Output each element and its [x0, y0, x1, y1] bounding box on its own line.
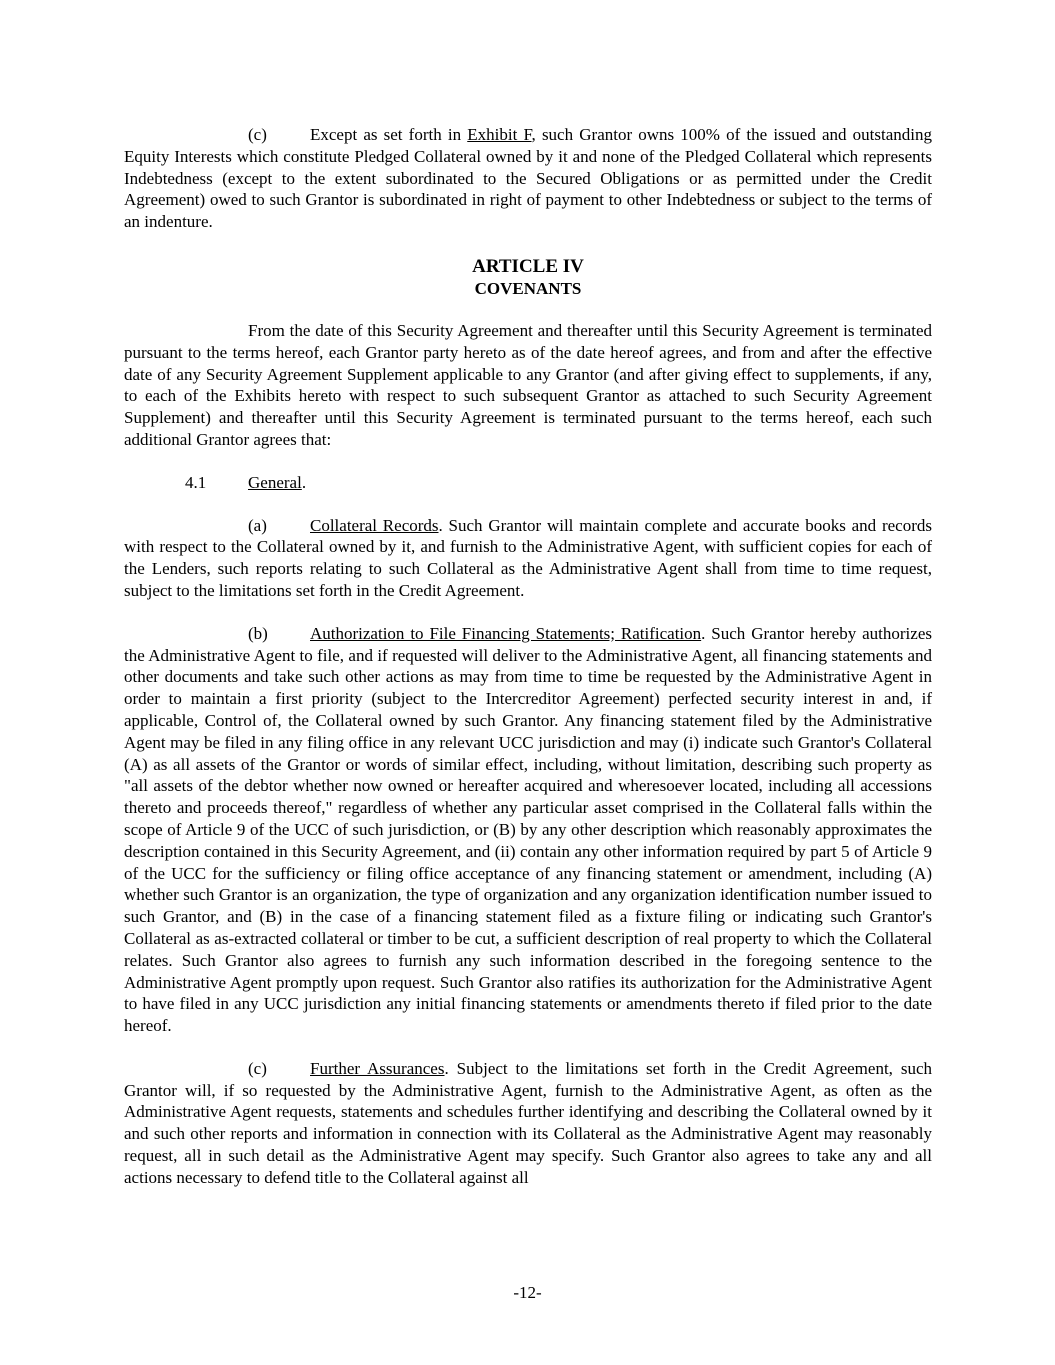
paragraph-label: (b) [248, 623, 268, 643]
page-number: -12- [513, 1283, 542, 1302]
section-title: General [248, 472, 302, 492]
article-title: ARTICLE IV [472, 255, 584, 277]
paragraph-title: Authorization to File Financing Statements; Ratification [310, 623, 702, 643]
article-subtitle: COVENANTS [474, 278, 582, 298]
section-number: 4.1 [185, 472, 207, 492]
paragraph-c-further-assurances: (c) Further Assurances. Subject to the limitations set forth in the Credit Agreement, such Grantor will, if so requested by the Administrative Agent, furnish to the Administrative Agent, as often as the Administrative Agent requests, statements and schedules further identifying and describing the Collateral owned by it and such other reports and information in connection with its Collateral as the Administrative Agent may reasonably request, all in such detail as the Administrative Agent may specify. Such Grantor also agrees to take any and all actions necessary to defend title to the Collateral against all [124, 1058, 933, 1187]
paragraph-label: (c) [248, 125, 267, 144]
paragraph-title: Collateral Records [310, 515, 439, 535]
paragraph-a-collateral-records: (a) Collateral Records. Such Grantor will maintain complete and accurate books and records with respect to the Collateral owned by it, and furnish to the Administrative Agent, with sufficient copies for each of the Lenders, such reports relating to such Collateral as the Administrative Agent shall from time to time request, subject to the limitations set forth in the Credit Agreement. [124, 515, 932, 600]
paragraph-label: (a) [248, 515, 267, 535]
document-page [124, 124, 932, 1189]
paragraph-c-pledged-collateral: (c) Except as set forth in Exhibit F, such Grantor owns 100% of the issued and outstanding Equity Interests which constitute Pledged Collateral owned by it and none of the Pledged Collateral which represents Indebtedness (except to the extent subordinated to the Secured Obligations or as permitted under the Credit Agreement) owed to such Grantor is subordinated in right of payment to other Indebtedness or subject to the terms of an indenture. [124, 125, 932, 232]
covenants-intro-paragraph: From the date of this Security Agreement and thereafter until this Security Agreement is terminated pursuant to the terms hereof, each Grantor party hereto as of the date hereof agrees, and from and after the effective date of any Security Agreement Supplement applicable to any Grantor (and after giving effect to supplements, if any, to each of the Exhibits hereto with respect to such subsequent Grantor as attached to such Security Agreement Supplement) and thereafter until this Security Agreement is terminated pursuant to the terms hereof, each such additional Grantor agrees that: [124, 320, 932, 449]
section-heading-4-1: 4.1 General. [185, 472, 307, 492]
paragraph-b-authorization: (b) Authorization to File Financing Statements; Ratification. Such Grantor hereby authorizes the Administrative Agent to file, and if requested will deliver to the Administrative Agent, all financing statements and other documents and take such other actions as may from time to time be requested by the Administrative Agent in order to maintain a first priority (subject to the Intercreditor Agreement) perfected security interest in and, if applicable, Control of, the Collateral owned by such Grantor. Any financing statement filed by the Administrative Agent may be filed in any filing office in any relevant UCC jurisdiction and may (i) indicate such Grantor's Collateral (A) as all assets of the Grantor or words of similar effect, including, without limitation, describing such property as "all assets of the debtor whether now owned or hereafter acquired and wheresoever located, including all accessions thereto and proceeds thereof," regardless of whether any particular asset comprised in the Collateral falls within the scope of Article 9 of the UCC of such jurisdiction, or (B) by any other description which reasonably approximates the description contained in this Security Agreement, and (ii) contain any other information required by part 5 of Article 9 of the UCC for the sufficiency or filing office acceptance of any financing statement or amendment, including (A) whether such Grantor is an organization, the type of organization and any organization identification number issued to such Grantor, and (B) in the case of a financing statement filed as a fixture filing or indicating such Grantor's Collateral as as-extracted collateral or timber to be cut, a sufficient description of real property to which the Collateral relates. Such Grantor also agrees to furnish any such information described in the foregoing sentence to the Administrative Agent promptly upon request. Such Grantor also ratifies its authorization for the Administrative Agent to have filed in any UCC jurisdiction any initial financing statements or amendments thereto if filed prior to the date hereof. [124, 623, 932, 1036]
paragraph-title: Further Assurances [310, 1058, 445, 1078]
exhibit-f-reference: Exhibit F [467, 125, 532, 144]
paragraph-label: (c) [248, 1058, 267, 1078]
